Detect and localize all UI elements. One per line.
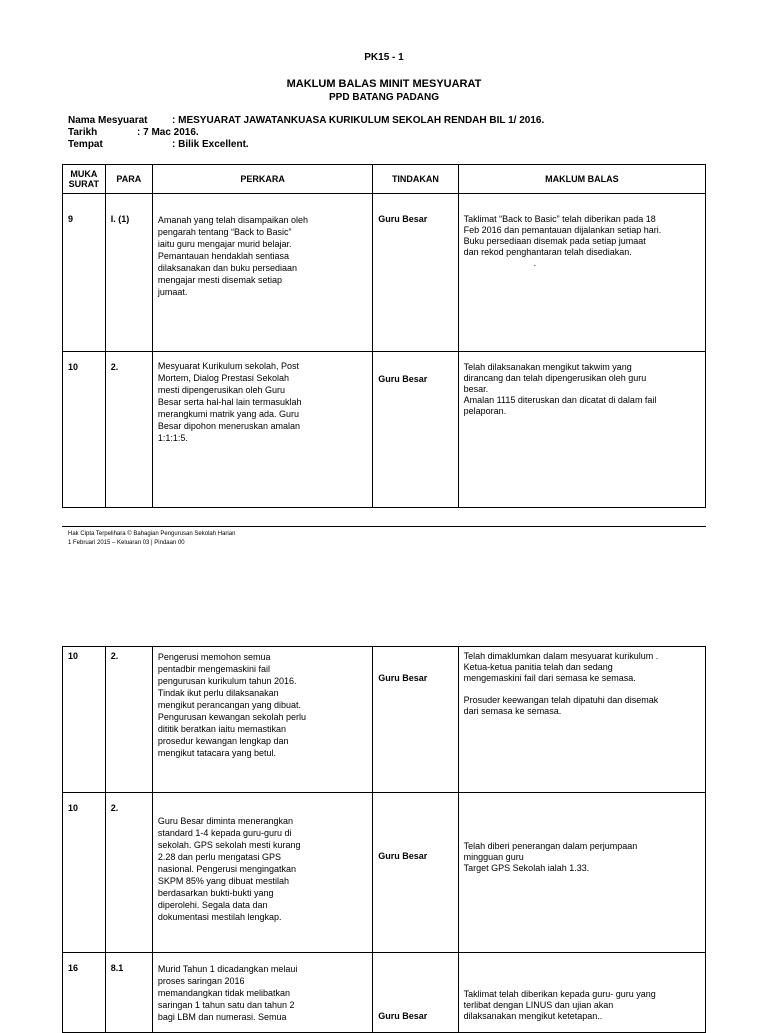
document-title: MAKLUM BALAS MINIT MESYUARAT: [286, 78, 482, 90]
document-page-2: [0, 560, 768, 1024]
cell-para: 8.1: [105, 953, 152, 1033]
minutes-table-page-1: [62, 164, 706, 508]
cell-muka-surat: 10: [63, 793, 106, 953]
cell-para: I. (1): [105, 194, 152, 352]
header-perkara: PERKARA: [152, 165, 372, 194]
meeting-date-value: : 7 Mac 2016.: [137, 127, 199, 138]
cell-para: 2.: [105, 793, 152, 953]
header-maklum-balas: MAKLUM BALAS: [458, 165, 705, 194]
cell-tindakan: Guru Besar: [373, 194, 458, 352]
cell-maklum-balas: Taklimat “Back to Basic” telah diberikan pada 18 Feb 2016 dan pemantauan dijalankan setiap hari. Buku persediaan disemak pada setiap jumaat dan rekod penghantaran telah disediakan. .: [458, 194, 705, 352]
cell-para: 2.: [105, 352, 152, 508]
table-row: [63, 352, 706, 508]
table-header-row: [63, 165, 706, 194]
cell-muka-surat: 10: [63, 647, 106, 793]
cell-muka-surat: 10: [63, 352, 106, 508]
footer-release: 1 Februari 2015 – Keluaran 03 | Pindaan 00: [68, 540, 185, 546]
footer-copyright: Hak Cipta Terpelihara © Bahagian Pengurusan Sekolah Harian: [68, 531, 236, 537]
table-row: [63, 953, 706, 1033]
cell-muka-surat: 16: [63, 953, 106, 1033]
cell-perkara: Murid Tahun 1 dicadangkan melaui proses saringan 2016 memandangkan tidak melibatkan saringan 1 tahun satu dan tahun 2 bagi LBM dan numerasi. Semua: [152, 953, 372, 1033]
cell-perkara: Amanah yang telah disampaikan oleh pengarah tentang “Back to Basic” iaitu guru mengajar murid belajar. Pemantauan hendaklah sentiasa dilaksanakan dan buku persediaan mengajar mesti disemak setiap jumaat.: [152, 194, 372, 352]
header-muka-surat: MUKA SURAT: [63, 165, 106, 194]
meeting-venue-value: : Bilik Excellent.: [172, 139, 249, 150]
document-subtitle: PPD BATANG PADANG: [329, 92, 439, 103]
header-para: PARA: [105, 165, 152, 194]
meeting-date-label: Tarikh: [68, 127, 98, 138]
cell-perkara: Mesyuarat Kurikulum sekolah, Post Mortem, Dialog Prestasi Sekolah mesti dipengerusikan oleh Guru Besar serta hal-hal lain termasuklah merangkumi matrik yang ada. Guru Besar dipohon meneruskan amalan 1:1:1:5.: [152, 352, 372, 508]
document-code: PK15 - 1: [364, 52, 404, 63]
cell-para: 2.: [105, 647, 152, 793]
table-row: [63, 793, 706, 953]
header-tindakan: TINDAKAN: [373, 165, 458, 194]
cell-maklum-balas: Telah dilaksanakan mengikut takwim yang dirancang dan telah dipengerusikan oleh guru besar. Amalan 1115 diteruskan dan dicatat di dalam fail pelaporan.: [458, 352, 705, 508]
cell-perkara: Pengerusi memohon semua pentadbir mengemaskini fail pengurusan kurikulum tahun 2016. Tindak ikut perlu dilaksanakan mengikut perancangan yang dibuat. Pengurusan kewangan sekolah perlu dititik beratkan iaitu memastikan prosedur kewangan lengkap dan mengikut tatacara yang betul.: [152, 647, 372, 793]
cell-maklum-balas: Telah diberi penerangan dalam perjumpaan mingguan guru Target GPS Sekolah ialah 1.33.: [458, 793, 705, 953]
footer-divider: [62, 526, 706, 527]
cell-tindakan: Guru Besar: [373, 953, 458, 1033]
meeting-name-label: Nama Mesyuarat: [68, 115, 148, 126]
cell-muka-surat: 9: [63, 194, 106, 352]
meeting-venue-label: Tempat: [68, 139, 103, 150]
table-row: [63, 194, 706, 352]
meeting-name-value: : MESYUARAT JAWATANKUASA KURIKULUM SEKOLAH RENDAH BIL 1/ 2016.: [172, 115, 545, 126]
minutes-table-page-2: [62, 646, 706, 1033]
cell-maklum-balas: Telah dimaklumkan dalam mesyuarat kurikulum . Ketua-ketua panitia telah dan sedang mengemaskini fail dari semasa ke semasa. Prosuder keewangan telah dipatuhi dan disemak dari semasa ke semasa.: [458, 647, 705, 793]
table-row: [63, 647, 706, 793]
cell-perkara: Guru Besar diminta menerangkan standard 1-4 kepada guru-guru di sekolah. GPS sekolah mesti kurang 2.28 dan perlu mengatasi GPS nasional. Pengerusi mengingatkan SKPM 85% yang dibuat mestilah berdasarkan bukti-bukti yang diperolehi. Segala data dan dokumentasi mestilah lengkap.: [152, 793, 372, 953]
cell-maklum-balas: Taklimat telah diberikan kepada guru- guru yang terlibat dengan LINUS dan ujian akan dilaksanakan mengikut ketetapan..: [458, 953, 705, 1033]
cell-tindakan: Guru Besar: [373, 647, 458, 793]
cell-tindakan: Guru Besar: [373, 793, 458, 953]
cell-tindakan: Guru Besar: [373, 352, 458, 508]
